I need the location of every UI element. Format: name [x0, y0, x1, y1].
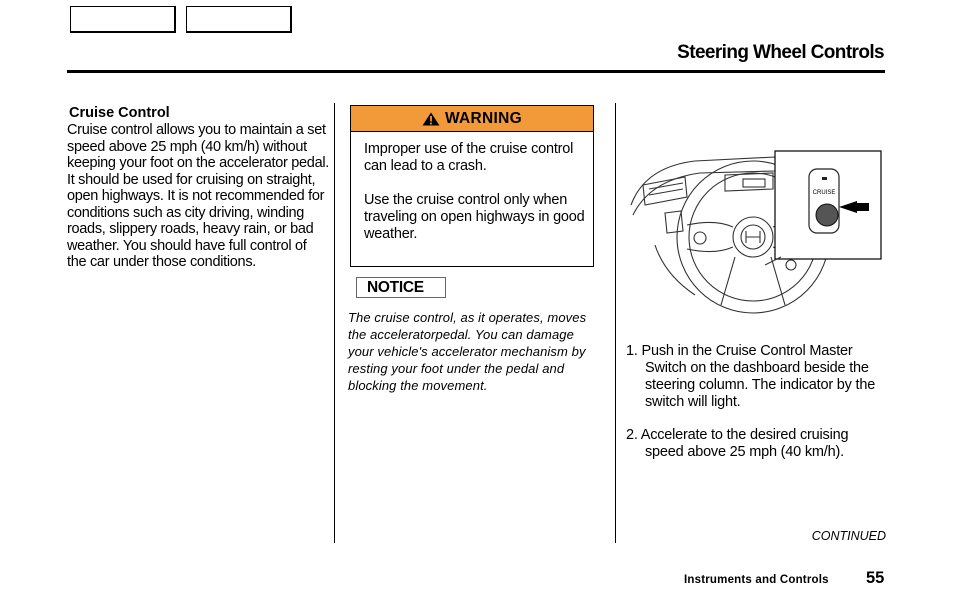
- continued-label: CONTINUED: [811, 529, 886, 543]
- column-divider-left: [334, 103, 335, 543]
- footer-section-label: Instruments and Controls: [684, 574, 829, 586]
- cruise-switch-inset: [765, 151, 881, 265]
- column-divider-right: [615, 103, 616, 543]
- cruise-control-heading: Cruise Control: [69, 105, 170, 121]
- notice-text: The cruise control, as it operates, moves the acceleratorpedal. You can damage your vehicle's accelerator mechanism by resting your foot under the pedal and blocking the movement.: [348, 310, 587, 393]
- warning-header: [351, 106, 593, 132]
- step-2: 2. Accelerate to the desired cruising speed above 25 mph (40 km/h).: [626, 427, 849, 460]
- nav-tab-blank-2[interactable]: [186, 6, 292, 33]
- cruise-control-section: [67, 105, 329, 271]
- step-1: 1. Push in the Cruise Control Master Switch on the dashboard beside the steering column. The indicator by the switch will light.: [626, 343, 876, 410]
- cruise-button-label: CRUISE: [812, 190, 836, 196]
- header-rule: [67, 70, 885, 73]
- warning-text-usage: Use the cruise control only when traveling on open highways in good weather.: [364, 192, 585, 242]
- warning-label: WARNING: [444, 109, 522, 127]
- warning-triangle-icon: [422, 112, 440, 126]
- page-number: 55: [866, 569, 885, 587]
- warning-text-crash: Improper use of the cruise control can lead to a crash.: [364, 141, 574, 174]
- cruise-control-body: Cruise control allows you to maintain a set speed above 25 mph (40 km/h) without keeping your foot on the accelerator pedal. It should be used for cruising on straight, open highways. It is not recommended for conditions such as city driving, winding roads, slippery roads, heavy rain, or bad weather. You should have full control of the car under those conditions.: [67, 122, 329, 270]
- nav-tab-blank-1[interactable]: [70, 6, 176, 33]
- steering-wheel-illustration: [625, 145, 887, 331]
- notice-label: NOTICE: [356, 277, 446, 298]
- warning-box: [350, 105, 594, 267]
- section-title: Steering Wheel Controls: [677, 42, 884, 63]
